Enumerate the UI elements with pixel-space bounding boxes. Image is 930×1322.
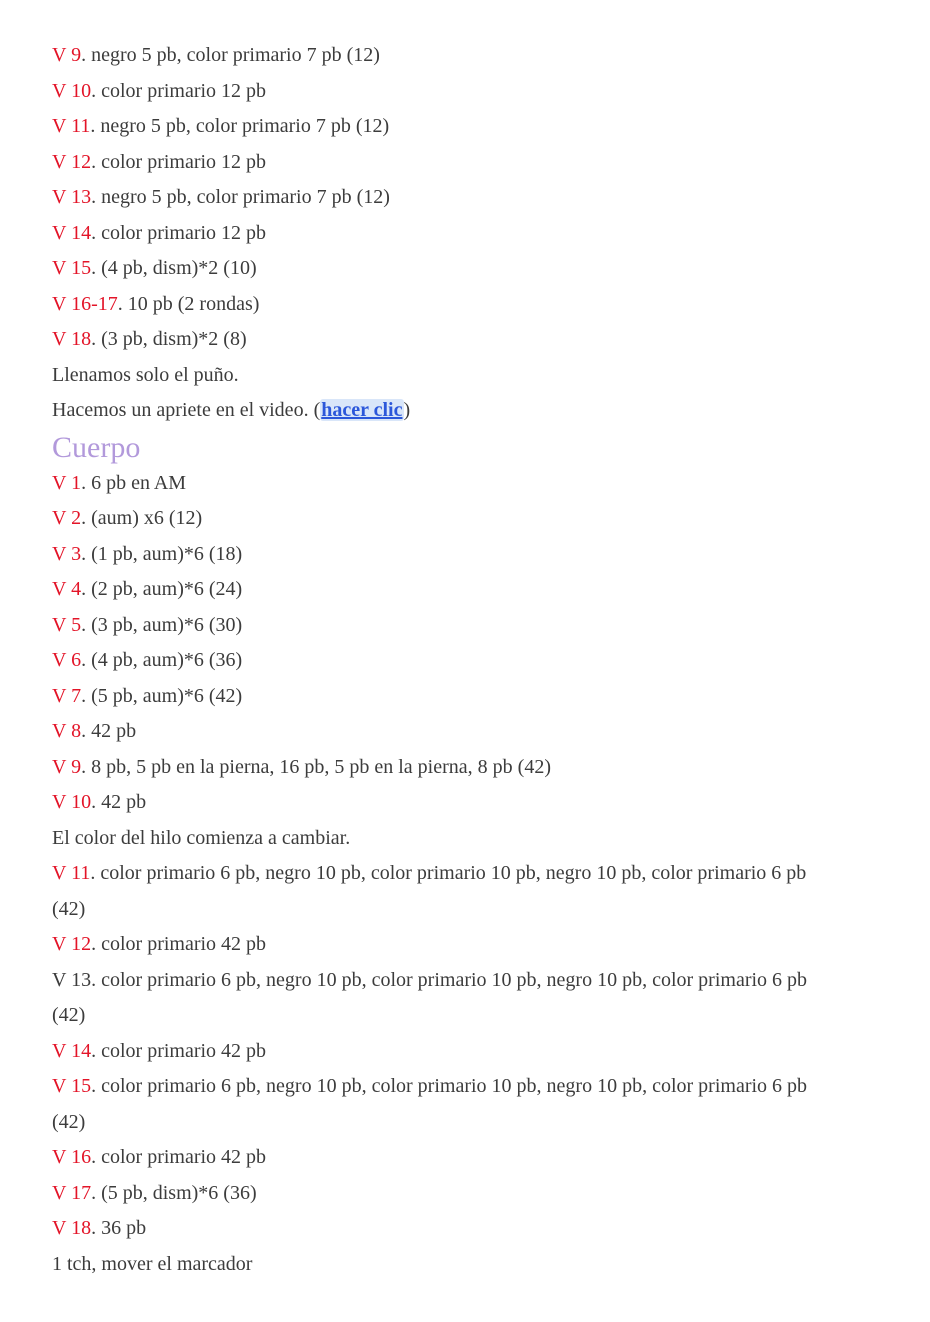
row-label: V 3	[52, 542, 82, 565]
pattern-row-line	[52, 750, 890, 786]
pattern-row-line	[52, 714, 890, 750]
row-text: . color primario 42 pb	[91, 933, 267, 955]
row-text: . negro 5 pb, color primario 7 pb (12)	[81, 44, 380, 66]
row-label: V 18	[52, 328, 92, 350]
pattern-row-line	[52, 785, 890, 821]
paragraph-line: (42)	[52, 897, 86, 920]
pattern-row-line	[52, 145, 890, 181]
paragraph-line: V 13. color primario 6 pb, negro 10 pb, color primario 10 pb, negro 10 pb, color primario 6 pb	[52, 968, 808, 991]
video-note-prefix: Hacemos un apriete en el video. (	[52, 399, 321, 421]
paragraph-line: (42)	[52, 1004, 86, 1026]
row-label: V 16	[52, 1146, 92, 1168]
row-label: V 10	[52, 791, 92, 813]
pattern-row-line	[52, 537, 890, 573]
row-text: . color primario 42 pb	[91, 1146, 267, 1168]
pattern-row-line	[52, 251, 890, 287]
row-label: V 12	[52, 933, 92, 955]
hacer-clic-link[interactable]: hacer clic	[321, 399, 403, 421]
paragraph-line: Llenamos solo el puño.	[52, 363, 239, 386]
row-text: . 42 pb	[91, 791, 147, 813]
row-label: V 16-17	[52, 292, 118, 315]
pattern-row-line	[52, 608, 890, 644]
row-text: . (3 pb, aum)*6 (30)	[81, 613, 243, 636]
pattern-row-line	[52, 927, 890, 963]
row-text: . (4 pb, aum)*6 (36)	[81, 649, 243, 671]
row-text: . color primario 12 pb	[91, 221, 267, 244]
row-text: . 6 pb en AM	[81, 471, 187, 494]
pattern-row-line	[52, 572, 890, 608]
pattern-row-line	[52, 1176, 890, 1212]
pattern-row-line	[52, 856, 890, 892]
row-label: V 14	[52, 221, 92, 244]
pattern-row-line	[52, 1140, 890, 1176]
paragraph-line: El color del hilo comienza a cambiar.	[52, 826, 351, 849]
video-note-line	[52, 393, 890, 429]
row-text: . color primario 6 pb, negro 10 pb, color primario 10 pb, negro 10 pb, color primario 6 pb	[90, 862, 807, 884]
row-label: V 9	[52, 755, 82, 778]
pattern-row-line	[52, 1211, 890, 1247]
pattern-row-line	[52, 1034, 890, 1070]
pattern-row-line	[52, 38, 890, 74]
row-text: . (4 pb, dism)*2 (10)	[91, 257, 257, 279]
row-label: V 7	[52, 684, 82, 707]
row-label: V 6	[52, 649, 82, 671]
row-label: V 5	[52, 613, 82, 636]
row-text: . 42 pb	[81, 720, 137, 742]
row-label: V 10	[52, 79, 92, 102]
pattern-row-line	[52, 74, 890, 110]
pattern-row-line	[52, 643, 890, 679]
row-text: . negro 5 pb, color primario 7 pb (12)	[91, 186, 390, 208]
row-label: V 14	[52, 1039, 92, 1062]
pattern-row-line	[52, 501, 890, 537]
row-label: V 1	[52, 471, 82, 494]
row-label: V 4	[52, 578, 82, 600]
pattern-row-line	[52, 287, 890, 323]
row-text: . negro 5 pb, color primario 7 pb (12)	[90, 115, 390, 137]
row-text: . (aum) x6 (12)	[81, 507, 203, 529]
pattern-row-line	[52, 322, 890, 358]
row-label: V 11	[52, 862, 91, 884]
row-label: V 11	[52, 115, 91, 137]
row-text: . color primario 12 pb	[91, 79, 267, 102]
paragraph-line: 1 tch, mover el marcador	[52, 1252, 253, 1275]
row-label: V 9	[52, 44, 82, 66]
row-text: . color primario 6 pb, negro 10 pb, color primario 10 pb, negro 10 pb, color primario 6 pb	[91, 1075, 808, 1097]
pattern-row-line	[52, 1069, 890, 1105]
row-text: . 36 pb	[91, 1217, 147, 1239]
paragraph-line: (42)	[52, 1110, 86, 1133]
pattern-row-line	[52, 180, 890, 216]
row-text: . (2 pb, aum)*6 (24)	[81, 578, 243, 600]
section-heading-cuerpo: Cuerpo	[52, 430, 141, 464]
row-text: . color primario 12 pb	[91, 150, 267, 173]
row-text: . (1 pb, aum)*6 (18)	[81, 542, 243, 565]
row-text: . (3 pb, dism)*2 (8)	[91, 328, 247, 350]
pattern-row-line	[52, 216, 890, 252]
row-label: V 15	[52, 257, 92, 279]
pattern-row-line	[52, 466, 890, 502]
pattern-row-line	[52, 679, 890, 715]
row-label: V 17	[52, 1181, 92, 1204]
row-label: V 2	[52, 507, 82, 529]
row-text: . 10 pb (2 rondas)	[117, 292, 260, 315]
pattern-row-line	[52, 109, 890, 145]
video-note-suffix: )	[403, 399, 411, 421]
row-label: V 8	[52, 720, 82, 742]
row-label: V 12	[52, 150, 92, 173]
row-label: V 15	[52, 1075, 92, 1097]
row-text: . (5 pb, aum)*6 (42)	[81, 684, 243, 707]
row-text: . color primario 42 pb	[91, 1039, 267, 1062]
row-label: V 18	[52, 1217, 92, 1239]
row-text: . (5 pb, dism)*6 (36)	[91, 1181, 257, 1204]
row-label: V 13	[52, 186, 92, 208]
row-text: . 8 pb, 5 pb en la pierna, 16 pb, 5 pb en la pierna, 8 pb (42)	[81, 755, 551, 778]
